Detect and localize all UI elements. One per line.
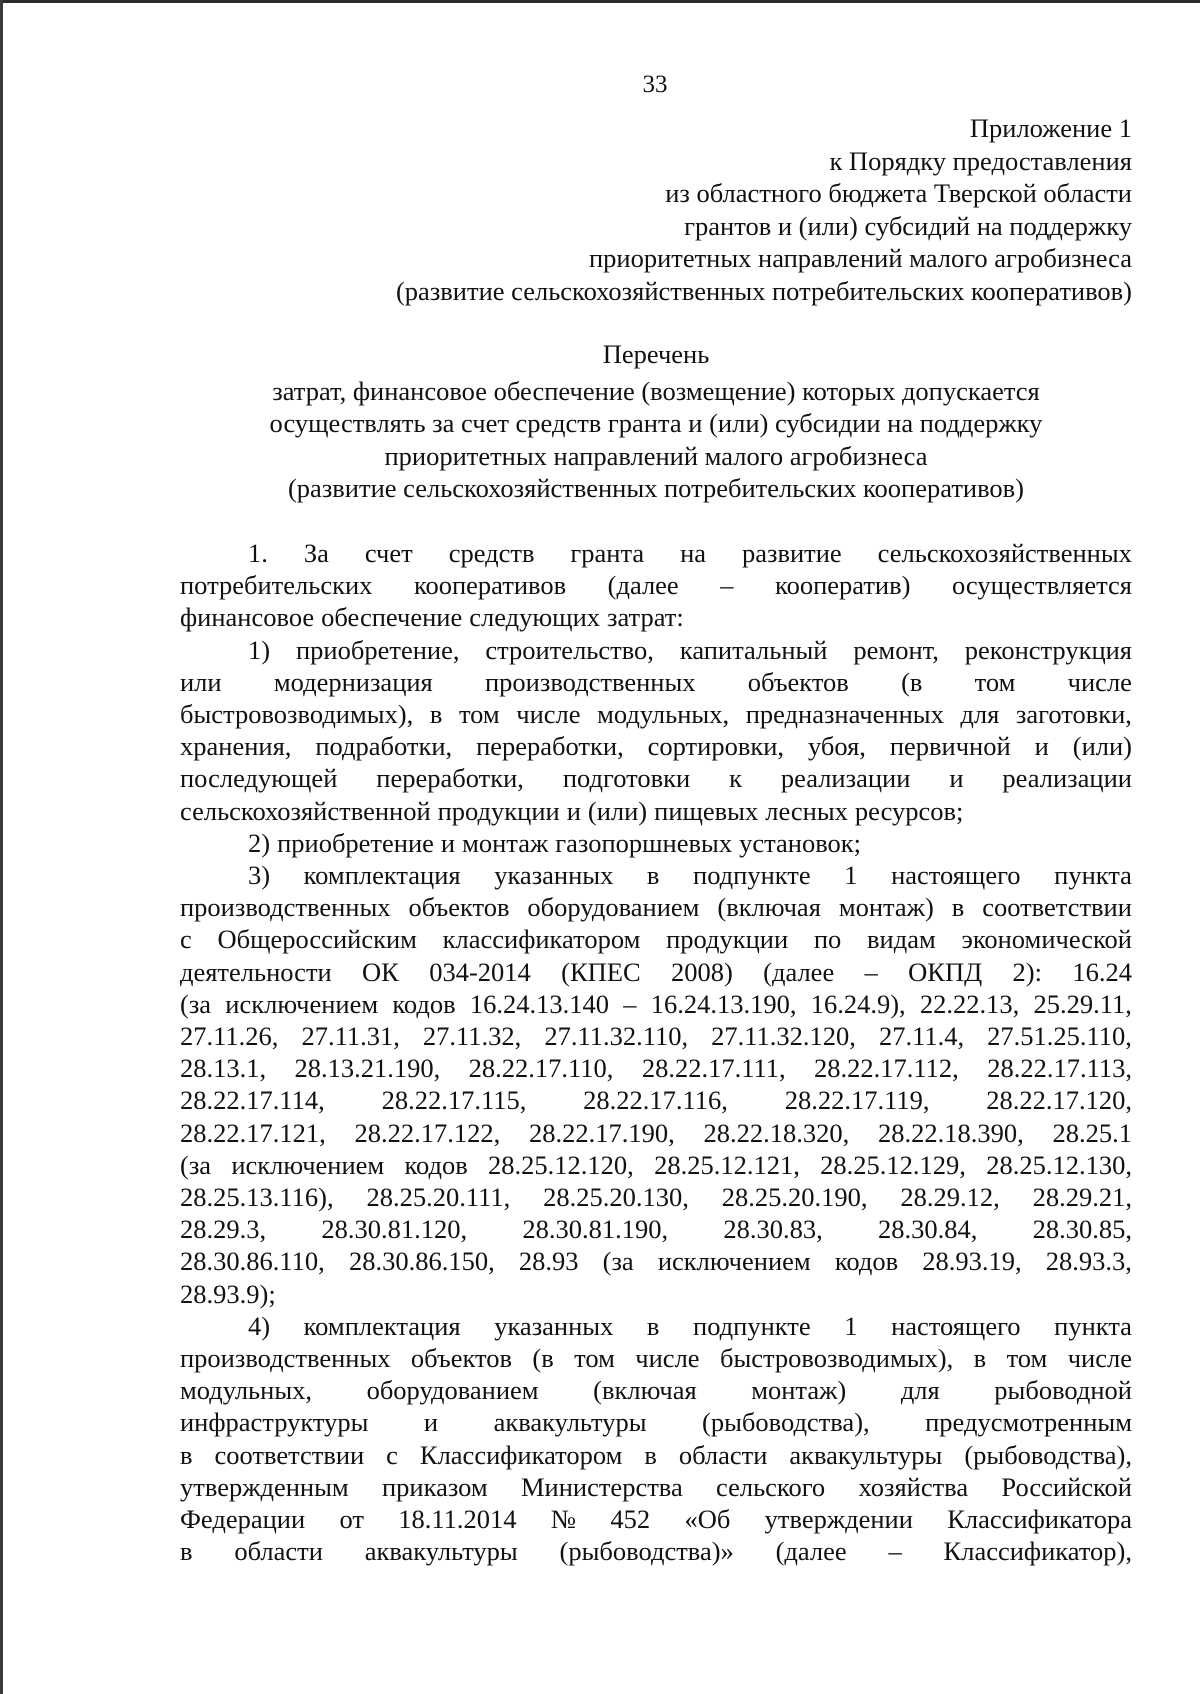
body-word: (включая	[593, 1375, 697, 1406]
body-line	[180, 1245, 1132, 1277]
body-word: кооперативов	[413, 570, 567, 601]
appendix-line: (развитие сельскохозяйственных потребительских кооперативов)	[395, 275, 1132, 306]
body-word: 28.30.83,	[723, 1214, 823, 1245]
body-word: 28.25.12.130,	[986, 1149, 1132, 1180]
appendix-line: из областного бюджета Тверской области	[665, 178, 1132, 208]
body-word: развитие	[742, 538, 842, 568]
body-word: убоя,	[807, 731, 866, 762]
body-word: 16.24.13.140	[469, 988, 609, 1019]
body-word: и	[949, 763, 964, 794]
body-word: числе	[635, 1343, 700, 1374]
body-word: исключением	[225, 988, 379, 1019]
body-word: и	[423, 1407, 439, 1438]
body-line	[180, 1535, 1132, 1567]
body-word: 27.11.32.120,	[711, 1021, 856, 1052]
body-word: потребительских	[180, 570, 373, 601]
body-word: 2):	[1012, 956, 1042, 987]
body-word: 28.22.17.122,	[354, 1117, 501, 1148]
body-line	[180, 698, 1132, 730]
body-word: 28.22.17.190,	[529, 1117, 675, 1148]
body-word: объектов	[410, 1343, 512, 1374]
body-word: –	[623, 988, 637, 1019]
body-line	[180, 827, 1132, 859]
appendix-line: Приложение 1	[969, 113, 1132, 143]
body-line	[180, 666, 1132, 698]
body-word: 1	[844, 860, 858, 891]
body-word: подпункте	[693, 860, 811, 891]
body-word: ремонт,	[853, 634, 939, 665]
body-word: том	[1006, 1343, 1048, 1374]
body-word: хозяйства	[858, 1471, 969, 1502]
appendix-line: к Порядку предоставления	[829, 145, 1132, 176]
body-line	[180, 859, 1132, 891]
body-word: 27.11.31,	[301, 1021, 400, 1052]
body-line	[180, 1439, 1132, 1471]
body-word: настоящего	[891, 1310, 1021, 1341]
body-word: быстровозводимых),	[719, 1343, 954, 1374]
body-word: по	[813, 924, 842, 955]
body-word: установок;	[739, 827, 862, 858]
scan-edge-left	[0, 0, 3, 1694]
body-word: 28.93.9);	[180, 1278, 276, 1309]
body-word: 27.11.32.110,	[544, 1021, 689, 1052]
body-word: 28.25.12.129,	[820, 1149, 966, 1180]
body-line	[180, 569, 1132, 601]
body-word: производственных	[180, 1343, 391, 1374]
body-word: 16.24	[1072, 956, 1132, 987]
body-word: 28.22.17.119,	[784, 1085, 930, 1116]
body-word: (за	[180, 988, 212, 1019]
body-word: (рыбоводства),	[964, 1439, 1132, 1470]
body-word: сельскохозяйственных	[877, 538, 1132, 568]
body-word: с	[180, 924, 192, 955]
body-word: 28.25.20.130,	[543, 1182, 689, 1213]
body-word: 28.13.1,	[180, 1053, 267, 1084]
body-word: в	[429, 699, 443, 730]
body-word: реализации	[780, 763, 911, 794]
body-word: 28.22.17.116,	[583, 1085, 728, 1116]
body-word: реконструкция	[964, 634, 1132, 665]
body-word: 3)	[248, 860, 271, 891]
body-line	[180, 537, 1132, 569]
body-word: 4)	[248, 1310, 271, 1341]
body-word: 1)	[248, 634, 271, 665]
body-word: для	[900, 1375, 940, 1406]
body-word: 16.24.13.190,	[650, 988, 797, 1019]
body-word: 28.30.85,	[1032, 1214, 1132, 1245]
body-word: (далее	[763, 956, 835, 987]
body-word: рыбоводной	[994, 1375, 1132, 1406]
title-heading: Перечень	[602, 339, 710, 369]
body-text	[180, 537, 1132, 1568]
body-word: утверждении	[764, 1504, 913, 1535]
body-word: объектов	[747, 666, 849, 697]
body-word: оборудованием	[366, 1375, 539, 1406]
body-line	[180, 1020, 1132, 1052]
body-word: финансовое	[180, 602, 315, 633]
body-word: приобретение	[277, 827, 434, 858]
body-word: том	[458, 699, 500, 730]
body-line	[180, 1471, 1132, 1503]
body-word: монтаж)	[838, 892, 934, 923]
body-word: (в	[532, 1343, 554, 1374]
body-word: (за	[602, 1246, 634, 1277]
body-word: 27.11.32,	[422, 1021, 522, 1052]
body-word: средств	[448, 538, 535, 568]
body-word: инфраструктуры	[180, 1407, 369, 1438]
body-word: классификатором	[442, 924, 641, 955]
body-word: исключением	[657, 1246, 811, 1277]
body-word: заготовки,	[1015, 699, 1132, 730]
body-word: первичной	[889, 731, 1011, 762]
body-word: 2)	[248, 827, 271, 858]
body-word: переработки,	[476, 731, 624, 762]
body-word: 28.30.84,	[878, 1214, 978, 1245]
body-word: в	[973, 1343, 987, 1374]
body-word: в	[646, 860, 660, 891]
body-line	[180, 1503, 1132, 1535]
body-word: (далее	[607, 570, 679, 601]
body-word: монтаж	[462, 827, 549, 858]
body-word: 1	[844, 1310, 858, 1341]
body-word: 28.22.17.121,	[180, 1117, 326, 1148]
body-word: производственных	[485, 666, 696, 697]
body-word: ресурсов;	[854, 795, 964, 826]
body-word: кодов	[404, 1149, 468, 1180]
body-word: Классификатор),	[943, 1536, 1132, 1567]
body-word: исключением	[231, 1149, 385, 1180]
body-word: №	[550, 1504, 577, 1535]
body-word: сельского	[716, 1471, 826, 1502]
body-word: в	[951, 892, 965, 923]
body-word: пункта	[1054, 1310, 1132, 1341]
body-word: 28.29.12,	[900, 1182, 1000, 1213]
body-word: предусмотренным	[925, 1407, 1132, 1438]
body-line	[180, 1406, 1132, 1438]
body-line	[180, 1181, 1132, 1213]
title-line: (развитие сельскохозяйственных потребительских кооперативов)	[287, 473, 1024, 503]
body-word: указанных	[494, 860, 614, 891]
body-word: Российской	[1001, 1471, 1132, 1502]
body-word: 28.22.17.110,	[468, 1053, 614, 1084]
body-word: последующей	[180, 763, 338, 794]
body-word: (далее	[775, 1536, 847, 1567]
body-word: 28.30.81.190,	[522, 1214, 669, 1245]
body-word: 28.25.12.120,	[488, 1149, 634, 1180]
body-word: монтаж)	[751, 1375, 847, 1406]
body-word: 28.25.13.116),	[180, 1182, 334, 1213]
body-word: газопоршневых	[555, 827, 733, 858]
body-word: и	[566, 795, 581, 826]
body-word: оборудованием	[527, 892, 700, 923]
body-word: 28.30.86.150,	[348, 1246, 495, 1277]
body-word: приобретение,	[296, 634, 460, 665]
body-word: 28.22.18.320,	[703, 1117, 850, 1148]
body-word: видам	[867, 924, 936, 955]
body-line	[180, 1310, 1132, 1342]
body-line	[180, 891, 1132, 923]
body-word: Министерства	[520, 1471, 683, 1502]
body-word: числе	[1067, 1343, 1132, 1374]
body-word: комплектация	[303, 860, 461, 891]
body-word: пункта	[1054, 860, 1132, 891]
body-word: (включая	[717, 892, 821, 923]
body-word: строительство,	[485, 634, 654, 665]
body-word: утвержденным	[180, 1471, 349, 1502]
body-word: Федерации	[180, 1504, 306, 1535]
body-word: продукции	[437, 795, 560, 826]
body-line	[180, 1342, 1132, 1374]
body-word: 28.93.19,	[922, 1246, 1022, 1277]
appendix-header	[180, 112, 1132, 307]
body-word: хранения,	[180, 731, 292, 762]
body-word: Классификатора	[947, 1504, 1132, 1535]
body-word: кодов	[392, 988, 456, 1019]
body-line	[180, 956, 1132, 988]
body-word: и	[1034, 731, 1049, 762]
body-word: «Об	[684, 1504, 731, 1535]
body-word: 452	[610, 1504, 651, 1535]
body-word: подработки,	[315, 731, 453, 762]
body-word: (рыбоводства)»	[559, 1536, 734, 1567]
body-word: модульных,	[597, 699, 730, 730]
page-number: 33	[642, 71, 668, 98]
body-word: на	[680, 538, 707, 568]
title-line: затрат, финансовое обеспечение (возмещение) которых допускается	[272, 375, 1040, 406]
body-word: том	[574, 1343, 615, 1374]
body-word: или	[180, 666, 222, 697]
body-line	[180, 795, 1132, 827]
body-word: (или)	[587, 795, 648, 826]
body-word: переработки,	[376, 763, 524, 794]
body-word: 28.25.12.121,	[654, 1149, 800, 1180]
body-word: следующих	[469, 602, 601, 633]
body-word: 22.22.13,	[919, 988, 1020, 1019]
document-title	[180, 338, 1132, 505]
body-word: том	[974, 666, 1016, 697]
body-word: и	[440, 827, 456, 858]
body-line	[180, 762, 1132, 794]
body-line	[180, 730, 1132, 762]
body-word: 2008)	[670, 956, 733, 987]
body-word: сельскохозяйственной	[180, 795, 431, 826]
body-line	[180, 1149, 1132, 1181]
body-line	[180, 601, 1132, 633]
body-word: лесных	[765, 795, 848, 826]
body-word: –	[864, 956, 878, 987]
body-word: 28.25.1	[1052, 1117, 1132, 1148]
body-word: 28.30.81.120,	[321, 1214, 468, 1245]
body-word: числе	[516, 699, 581, 730]
body-line	[180, 634, 1132, 666]
body-word: 28.22.17.113,	[987, 1053, 1132, 1084]
body-line	[180, 923, 1132, 955]
body-word: соответствии	[214, 1439, 365, 1470]
body-word: области	[234, 1536, 323, 1567]
body-word: быстровозводимых),	[180, 699, 414, 730]
body-word: 18.11.2014	[398, 1504, 517, 1535]
title-line: приоритетных направлений малого агробизнеса	[384, 440, 928, 471]
body-word: для	[960, 699, 1000, 730]
body-word: от	[339, 1504, 364, 1535]
body-word: гранта	[570, 538, 645, 568]
body-word: 28.93	[518, 1246, 579, 1277]
body-word: модернизация	[273, 666, 433, 697]
body-word: 28.29.21,	[1032, 1182, 1132, 1213]
body-word: модульных,	[180, 1375, 312, 1406]
body-word: 27.51.25.110,	[987, 1021, 1132, 1052]
body-word: подпункте	[693, 1310, 811, 1341]
body-word: Классификатором	[419, 1439, 623, 1470]
body-word: 27.11.26,	[180, 1021, 279, 1052]
body-word: 28.13.21.190,	[294, 1053, 441, 1084]
body-word: подготовки	[562, 763, 691, 794]
body-word: в	[646, 1310, 660, 1341]
body-word: (рыбоводства),	[702, 1407, 870, 1438]
body-word: осуществляется	[952, 570, 1132, 601]
body-word: ОКПД	[908, 956, 983, 987]
body-word: 25.29.11,	[1033, 988, 1132, 1019]
body-line	[180, 988, 1132, 1020]
body-word: За	[303, 538, 329, 568]
body-word: продукции	[666, 924, 789, 955]
body-word: предназначенных	[745, 699, 944, 730]
body-word: кооператив)	[775, 570, 911, 601]
body-word: производственных	[180, 892, 391, 923]
body-word: настоящего	[891, 860, 1021, 891]
body-word: объектов	[408, 892, 510, 923]
body-word: в	[180, 1536, 193, 1567]
body-word: 28.22.17.114,	[180, 1085, 325, 1116]
body-word: –	[888, 1536, 902, 1567]
body-line	[180, 1052, 1132, 1084]
body-line	[180, 1084, 1132, 1116]
body-word: (в	[901, 666, 923, 697]
body-word: соответствии	[982, 892, 1132, 923]
body-word: 28.93.3,	[1045, 1246, 1132, 1277]
body-word: с	[386, 1439, 398, 1470]
scan-edge-top	[0, 0, 1200, 3]
body-word: 28.25.20.111,	[366, 1182, 511, 1213]
body-word: в	[180, 1439, 193, 1470]
body-word: реализации	[1002, 763, 1132, 794]
body-word: 16.24.9),	[810, 988, 906, 1019]
body-word: аквакультуры	[364, 1536, 518, 1567]
body-word: 28.22.17.112,	[814, 1053, 959, 1084]
body-word: 28.25.20.190,	[721, 1182, 868, 1213]
body-word: 28.22.17.115,	[381, 1085, 527, 1116]
body-line	[180, 1117, 1132, 1149]
body-word: экономической	[961, 924, 1132, 955]
body-word: обеспечение	[321, 602, 463, 633]
body-word: числе	[1067, 666, 1132, 697]
body-word: Общероссийским	[217, 924, 417, 955]
body-line	[180, 1374, 1132, 1406]
body-word: к	[729, 763, 742, 794]
body-word: деятельности	[180, 956, 332, 987]
body-word: в	[644, 1439, 657, 1470]
body-word: указанных	[494, 1310, 614, 1341]
body-word: кодов	[834, 1246, 899, 1277]
body-word: счет	[364, 538, 413, 568]
body-word: 28.29.3,	[180, 1214, 267, 1245]
appendix-line: грантов и (или) субсидий на поддержку	[684, 210, 1132, 241]
appendix-line: приоритетных направлений малого агробизнеса	[588, 243, 1132, 273]
body-line	[180, 1278, 1132, 1310]
body-word: –	[720, 570, 734, 601]
body-word: приказом	[382, 1471, 488, 1502]
body-word: 28.30.86.110,	[180, 1246, 325, 1277]
body-word: аквакультуры	[493, 1407, 647, 1438]
body-word: области	[678, 1439, 768, 1470]
body-word: ОК	[362, 956, 399, 987]
body-word: 034-2014	[429, 956, 531, 987]
body-word: капитальный	[679, 634, 828, 665]
body-word: комплектация	[303, 1310, 461, 1341]
title-line: осуществлять за счет средств гранта и (или) субсидии на поддержку	[269, 408, 1043, 438]
body-word: пищевых	[654, 795, 759, 826]
body-word: (КПЕС	[561, 956, 641, 987]
body-word: затрат:	[607, 602, 684, 633]
body-word: аквакультуры	[789, 1439, 943, 1470]
body-word: 28.22.17.111,	[641, 1053, 786, 1084]
body-word: (за	[180, 1149, 212, 1180]
body-word: 27.11.4,	[878, 1021, 965, 1052]
body-word: (или)	[1072, 731, 1132, 762]
body-word: 1.	[248, 538, 268, 568]
body-word: 28.22.17.120,	[986, 1085, 1132, 1116]
body-line	[180, 1213, 1132, 1245]
body-word: сортировки,	[647, 731, 785, 762]
body-word: 28.22.18.390,	[878, 1117, 1024, 1148]
